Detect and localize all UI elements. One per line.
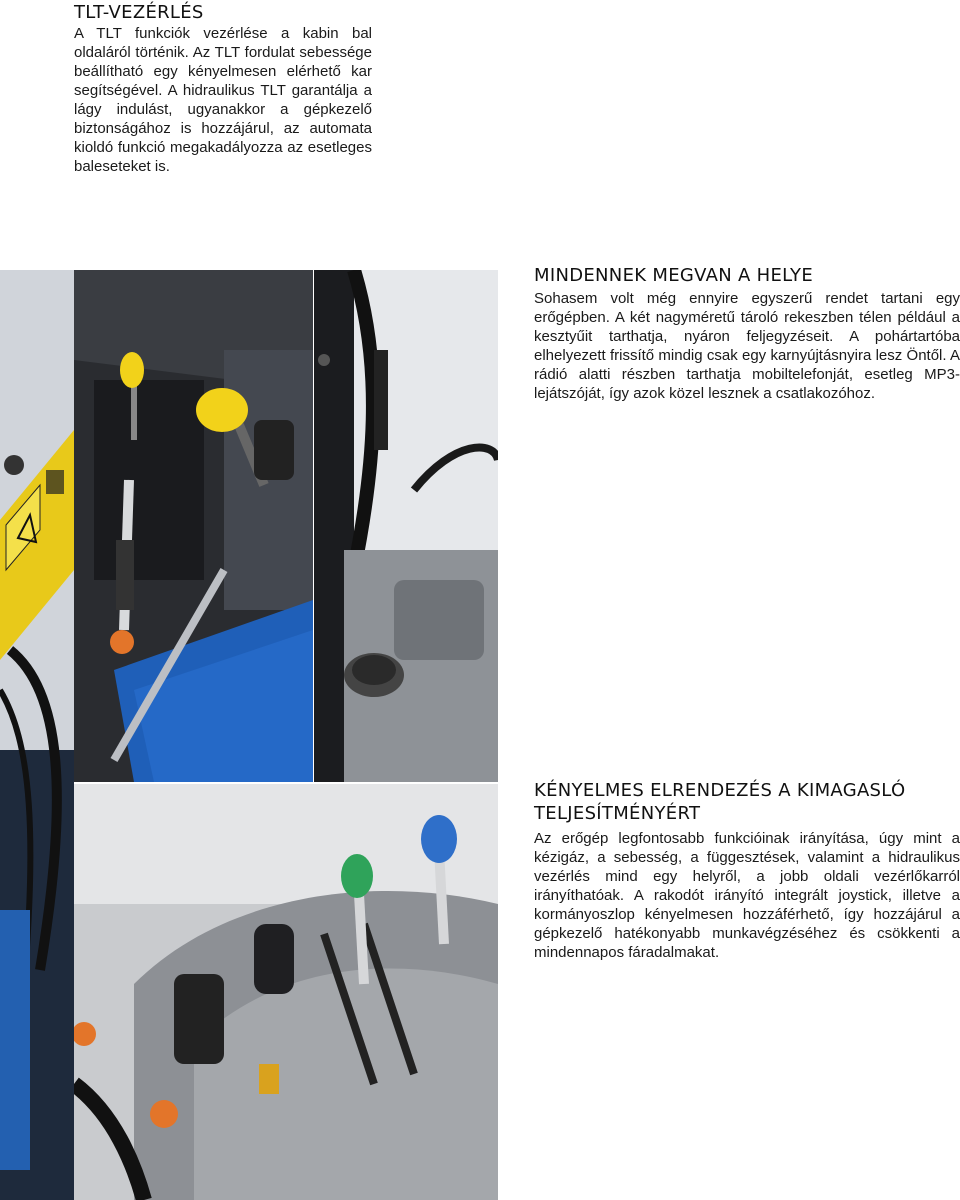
storage-paragraph: Sohasem volt még ennyire egyszerű rendet tartani egy erőgépben. A két nagyméretű tároló rekeszben télen például a kesztyűit tarthatja, nyáron feljegyzéseit. A pohártartóba elhelyezett frissítő mindig csak egy karnyújtásnyira lesz Öntől. A rádió alatti részben tarthatja mobiltelefonját, esetleg MP3-lejátszóját, így azok közel lesznek a csatlakozóhoz. xyxy=(534,290,960,402)
layout-heading: KÉNYELMES ELRENDEZÉS A KIMAGASLÓ TELJESÍTMÉNYÉRT xyxy=(534,780,906,824)
cab-storage-photo xyxy=(314,270,498,782)
layout-paragraph: Az erőgép legfontosabb funkcióinak irányítása, úgy mint a kézigáz, a sebesség, a függesztések, valamint a hidraulikus vezérlés mind egy helyről, a jobb oldali vezérlőkarról irányíthatóak. A rakodót irányító integrált joystick, illetve a kormányoszlop kényelmesen hozzáférhető, így hozzájárul a gépkezelő hatékonyabb munkavégzéséhez és csökkenti a mindennapos fáradalmakat. xyxy=(534,830,960,961)
loader-arm-photo xyxy=(0,270,74,1200)
tlt-heading: TLT-VEZÉRLÉS xyxy=(74,2,204,23)
tlt-paragraph: A TLT funkciók vezérlése a kabin bal oldaláról történik. Az TLT fordulat sebessége beállítható egy kényelmesen elérhető kar segítségével. A hidraulikus TLT garantálja a lágy indulást, ugyanakkor a gépkezelő biztonságához is hozzájárul, az automata kioldó funkció megakadályozza az esetleges baleseteket is. xyxy=(74,25,372,175)
storage-heading: MINDENNEK MEGVAN A HELYE xyxy=(534,265,814,286)
tlt-lever-photo xyxy=(74,270,313,782)
control-console-photo xyxy=(74,784,498,1200)
